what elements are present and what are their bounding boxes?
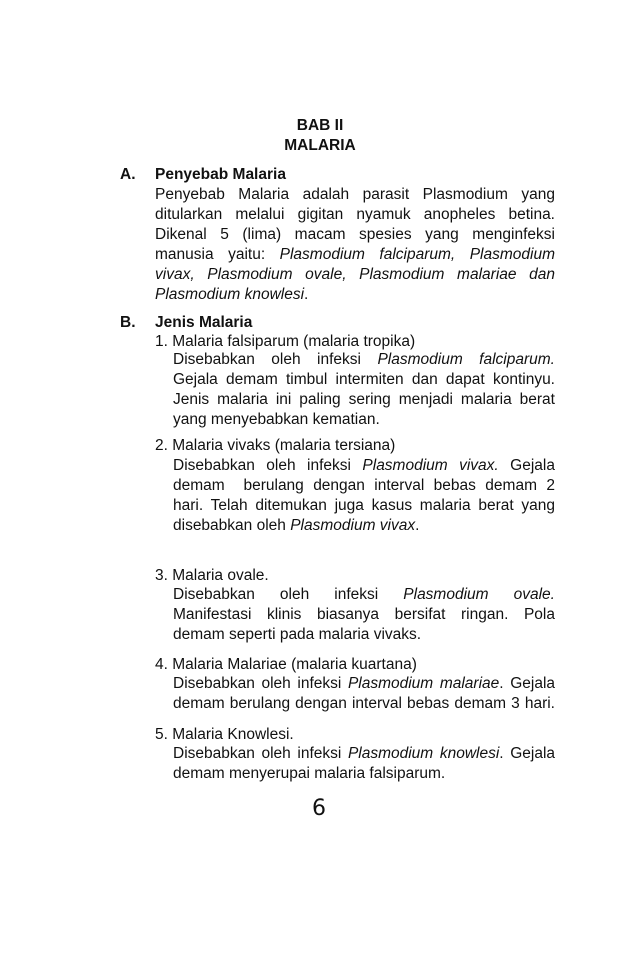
list-item-title: 5. Malaria Knowlesi. — [155, 726, 294, 743]
species-name: Plasmodium knowlesi — [347, 745, 500, 762]
species-name: Plasmodium knowlesi — [155, 286, 305, 303]
body-line: hari. Telah ditemukan juga kasus malaria berat yang — [173, 497, 555, 514]
body-line: demam menyerupai malaria falsiparum. — [173, 765, 446, 782]
body-text: . — [415, 517, 420, 534]
paragraph-line: Dikenal 5 (lima) macam spesies yang menginfeksi — [155, 226, 555, 243]
page-number: 6 — [312, 796, 326, 821]
list-item-title: 3. Malaria ovale. — [155, 567, 269, 584]
list-item-title: 4. Malaria Malariae (malaria kuartana) — [155, 656, 417, 673]
section-b-title: Jenis Malaria — [155, 314, 253, 331]
body-text: . Gejala — [499, 675, 556, 692]
body-text: Disebabkan oleh infeksi — [173, 745, 348, 762]
species-name: Plasmodium ovale. — [403, 586, 555, 603]
paragraph-line — [155, 245, 555, 265]
period: . — [304, 286, 309, 303]
body-line: demam seperti pada malaria vivaks. — [173, 626, 422, 643]
paragraph-line — [155, 285, 555, 305]
list-item-body — [173, 456, 555, 536]
section-b-letter: B. — [120, 314, 136, 331]
body-line: Manifestasi klinis biasanya bersifat ringan. Pola — [173, 606, 555, 623]
species-names: vivax, Plasmodium ovale, Plasmodium malariae dan — [155, 266, 555, 283]
list-item-body — [173, 350, 555, 430]
body-text: Disebabkan oleh infeksi — [173, 457, 363, 474]
chapter-heading — [262, 116, 378, 156]
chapter-title: MALARIA — [284, 137, 356, 154]
body-line — [173, 456, 555, 476]
section-a-title: Penyebab Malaria — [155, 166, 286, 183]
paragraph-line: Penyebab Malaria adalah parasit Plasmodium yang — [155, 186, 555, 203]
section-a-heading — [120, 165, 286, 185]
paragraph-line: ditularkan melalui gigitan nyamuk anopheles betina. — [155, 206, 555, 223]
chapter-number: BAB II — [296, 117, 344, 134]
body-line: yang menyebabkan kematian. — [173, 411, 380, 428]
body-text: Disebabkan oleh infeksi — [173, 351, 378, 368]
body-line: demam berulang dengan interval bebas demam 3 hari. — [173, 695, 555, 712]
body-line: Jenis malaria ini paling sering menjadi malaria berat — [173, 391, 555, 408]
body-text: Disebabkan oleh infeksi — [173, 675, 348, 692]
body-line — [173, 516, 555, 536]
body-line — [173, 744, 555, 764]
species-name: Plasmodium malariae — [347, 675, 500, 692]
body-text: Disebabkan oleh infeksi — [173, 586, 404, 603]
section-b-heading — [120, 313, 252, 333]
body-text: disebabkan oleh — [173, 517, 291, 534]
section-a-paragraph — [155, 185, 555, 305]
paragraph-line — [155, 265, 555, 285]
body-line: demam berulang dengan interval bebas demam 2 — [173, 477, 555, 494]
list-item-title: 2. Malaria vivaks (malaria tersiana) — [155, 437, 396, 454]
section-a-letter: A. — [120, 166, 136, 183]
list-item-body — [173, 585, 555, 645]
body-text: Gejala — [498, 457, 555, 474]
body-text: . Gejala — [499, 745, 556, 762]
species-name: Plasmodium vivax — [290, 517, 416, 534]
list-item-body — [173, 744, 555, 784]
body-line — [173, 585, 555, 605]
paragraph-text: manusia yaitu: — [155, 246, 280, 263]
species-name: Plasmodium falciparum. — [377, 351, 555, 368]
list-item-title: 1. Malaria falsiparum (malaria tropika) — [155, 333, 416, 350]
body-line: Gejala demam timbul intermiten dan dapat kontinyu. — [173, 371, 555, 388]
species-name: Plasmodium vivax. — [362, 457, 499, 474]
list-item-body — [173, 674, 555, 714]
body-line — [173, 674, 555, 694]
body-line — [173, 350, 555, 370]
species-names: Plasmodium falciparum, Plasmodium — [279, 246, 556, 263]
